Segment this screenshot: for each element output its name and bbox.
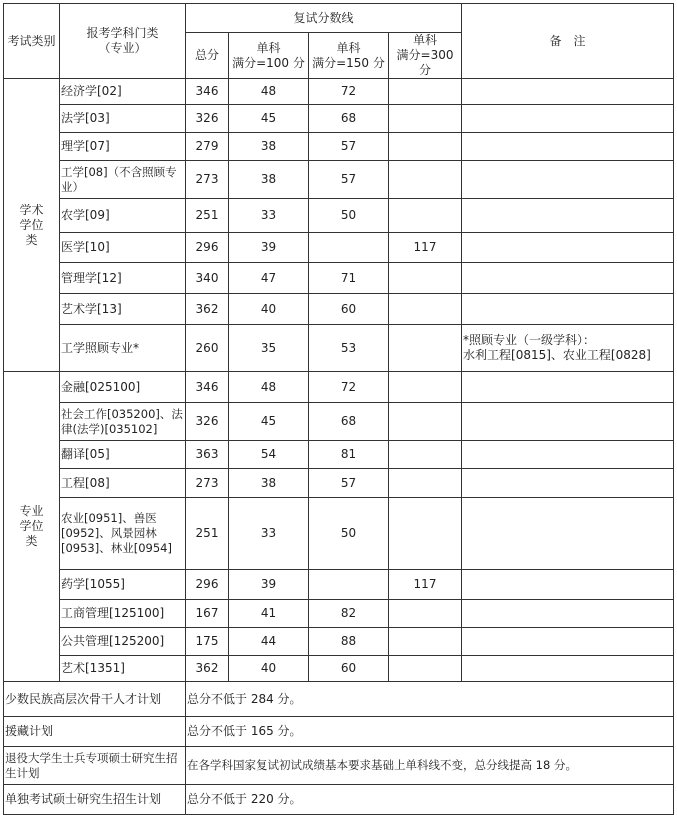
single-300-cell — [389, 498, 462, 570]
subject-cell: 金融[025100] — [60, 372, 186, 403]
table-row — [4, 498, 674, 570]
subject-cell: 管理学[12] — [60, 263, 186, 294]
single-150-cell: 72 — [309, 372, 389, 403]
table-row — [4, 441, 674, 469]
single-150-cell: 82 — [309, 600, 389, 628]
single-150-cell: 88 — [309, 628, 389, 656]
single-300-cell — [389, 263, 462, 294]
subject-cell: 艺术[1351] — [60, 656, 186, 682]
single-100-cell: 45 — [229, 403, 309, 441]
subject-cell: 工学照顾专业* — [60, 325, 186, 372]
single-150-cell: 68 — [309, 403, 389, 441]
single-150-cell: 60 — [309, 294, 389, 325]
remark-cell — [462, 570, 674, 600]
total-cell: 279 — [186, 133, 229, 161]
table-row — [4, 656, 674, 682]
table-row — [4, 628, 674, 656]
header-total: 总分 — [186, 33, 229, 79]
total-cell: 326 — [186, 105, 229, 133]
single-300-cell: 117 — [389, 233, 462, 263]
header-single-150: 单科 满分=150 分 — [309, 33, 389, 79]
table-row — [4, 372, 674, 403]
subject-cell: 工学[08]（不含照顾专业） — [60, 161, 186, 199]
single-100-cell: 38 — [229, 161, 309, 199]
subject-cell: 社会工作[035200]、法律(法学)[035102] — [60, 403, 186, 441]
single-150-cell — [309, 233, 389, 263]
total-cell: 251 — [186, 199, 229, 233]
subject-cell: 艺术学[13] — [60, 294, 186, 325]
single-100-cell: 38 — [229, 469, 309, 498]
table-row — [4, 263, 674, 294]
table-row — [4, 294, 674, 325]
single-300-cell — [389, 469, 462, 498]
single-100-cell: 48 — [229, 372, 309, 403]
remark-cell: *照顾专业（一级学科）： 水利工程[0815]、农业工程[0828] — [462, 325, 674, 372]
single-100-cell: 48 — [229, 79, 309, 105]
single-150-cell: 50 — [309, 199, 389, 233]
special-plan-rule: 总分不低于 165 分。 — [186, 717, 674, 747]
total-cell: 273 — [186, 161, 229, 199]
score-line-table — [3, 3, 674, 815]
remark-cell — [462, 133, 674, 161]
header-remarks: 备 注 — [462, 4, 674, 79]
subject-cell: 农学[09] — [60, 199, 186, 233]
single-300-cell — [389, 441, 462, 469]
remark-cell — [462, 263, 674, 294]
single-300-cell — [389, 161, 462, 199]
total-cell: 175 — [186, 628, 229, 656]
remark-cell — [462, 79, 674, 105]
single-150-cell: 81 — [309, 441, 389, 469]
subject-cell: 公共管理[125200] — [60, 628, 186, 656]
header-subject: 报考学科门类 （专业） — [60, 4, 186, 79]
single-100-cell: 41 — [229, 600, 309, 628]
single-150-cell: 72 — [309, 79, 389, 105]
single-300-cell — [389, 133, 462, 161]
subject-cell: 医学[10] — [60, 233, 186, 263]
header-single-300: 单科 满分=300 分 — [389, 33, 462, 79]
table-row — [4, 233, 674, 263]
single-300-cell — [389, 79, 462, 105]
remark-cell — [462, 441, 674, 469]
table-row — [4, 79, 674, 105]
single-300-cell — [389, 628, 462, 656]
subject-cell: 法学[03] — [60, 105, 186, 133]
single-100-cell: 39 — [229, 570, 309, 600]
table-row — [4, 199, 674, 233]
remark-cell — [462, 498, 674, 570]
single-100-cell: 40 — [229, 656, 309, 682]
total-cell: 260 — [186, 325, 229, 372]
total-cell: 326 — [186, 403, 229, 441]
special-plan-name: 单独考试硕士研究生招生计划 — [4, 785, 186, 815]
subject-cell: 工商管理[125100] — [60, 600, 186, 628]
single-100-cell: 35 — [229, 325, 309, 372]
single-150-cell: 53 — [309, 325, 389, 372]
single-150-cell: 68 — [309, 105, 389, 133]
subject-cell: 经济学[02] — [60, 79, 186, 105]
single-100-cell: 33 — [229, 199, 309, 233]
remark-cell — [462, 161, 674, 199]
single-300-cell — [389, 199, 462, 233]
remark-cell — [462, 233, 674, 263]
table-row — [4, 133, 674, 161]
remark-cell — [462, 372, 674, 403]
table-row — [4, 325, 674, 372]
special-plan-row — [4, 747, 674, 785]
subject-cell: 翻译[05] — [60, 441, 186, 469]
single-100-cell: 39 — [229, 233, 309, 263]
subject-cell: 农业[0951]、兽医[0952]、风景园林[0953]、林业[0954] — [60, 498, 186, 570]
total-cell: 362 — [186, 656, 229, 682]
remark-cell — [462, 294, 674, 325]
single-100-cell: 40 — [229, 294, 309, 325]
table-row — [4, 469, 674, 498]
total-cell: 346 — [186, 372, 229, 403]
subject-cell: 理学[07] — [60, 133, 186, 161]
total-cell: 167 — [186, 600, 229, 628]
table-row — [4, 600, 674, 628]
single-300-cell — [389, 325, 462, 372]
special-plan-row — [4, 682, 674, 717]
special-plan-rule: 总分不低于 284 分。 — [186, 682, 674, 717]
total-cell: 363 — [186, 441, 229, 469]
total-cell: 296 — [186, 233, 229, 263]
special-plan-rule: 在各学科国家复试初试成绩基本要求基础上单科线不变，总分线提高 18 分。 — [186, 747, 674, 785]
subject-cell: 药学[1055] — [60, 570, 186, 600]
single-150-cell: 57 — [309, 161, 389, 199]
total-cell: 251 — [186, 498, 229, 570]
single-100-cell: 44 — [229, 628, 309, 656]
remark-cell — [462, 656, 674, 682]
remark-cell — [462, 600, 674, 628]
single-150-cell: 57 — [309, 469, 389, 498]
single-300-cell — [389, 372, 462, 403]
total-cell: 362 — [186, 294, 229, 325]
header-single-100: 单科 满分=100 分 — [229, 33, 309, 79]
table-row — [4, 403, 674, 441]
single-100-cell: 33 — [229, 498, 309, 570]
single-100-cell: 38 — [229, 133, 309, 161]
single-150-cell: 50 — [309, 498, 389, 570]
single-150-cell: 57 — [309, 133, 389, 161]
single-300-cell: 117 — [389, 570, 462, 600]
single-150-cell — [309, 570, 389, 600]
remark-cell — [462, 199, 674, 233]
header-score-line: 复试分数线 — [186, 4, 462, 33]
special-plan-row — [4, 785, 674, 815]
single-300-cell — [389, 105, 462, 133]
single-150-cell: 60 — [309, 656, 389, 682]
total-cell: 273 — [186, 469, 229, 498]
special-plan-rule: 总分不低于 220 分。 — [186, 785, 674, 815]
special-plan-name: 援藏计划 — [4, 717, 186, 747]
subject-cell: 工程[08] — [60, 469, 186, 498]
single-100-cell: 47 — [229, 263, 309, 294]
table-row — [4, 161, 674, 199]
remark-cell — [462, 105, 674, 133]
category-professional: 专业 学位 类 — [4, 372, 60, 682]
single-150-cell: 71 — [309, 263, 389, 294]
remark-cell — [462, 628, 674, 656]
category-academic: 学术 学位 类 — [4, 79, 60, 372]
remark-cell — [462, 403, 674, 441]
table-row — [4, 570, 674, 600]
total-cell: 296 — [186, 570, 229, 600]
single-100-cell: 45 — [229, 105, 309, 133]
header-exam-type: 考试类别 — [4, 4, 60, 79]
special-plan-name: 少数民族高层次骨干人才计划 — [4, 682, 186, 717]
total-cell: 340 — [186, 263, 229, 294]
single-300-cell — [389, 600, 462, 628]
single-300-cell — [389, 656, 462, 682]
single-300-cell — [389, 403, 462, 441]
remark-cell — [462, 469, 674, 498]
single-100-cell: 54 — [229, 441, 309, 469]
special-plan-row — [4, 717, 674, 747]
total-cell: 346 — [186, 79, 229, 105]
table-row — [4, 105, 674, 133]
special-plan-name: 退役大学生士兵专项硕士研究生招生计划 — [4, 747, 186, 785]
single-300-cell — [389, 294, 462, 325]
